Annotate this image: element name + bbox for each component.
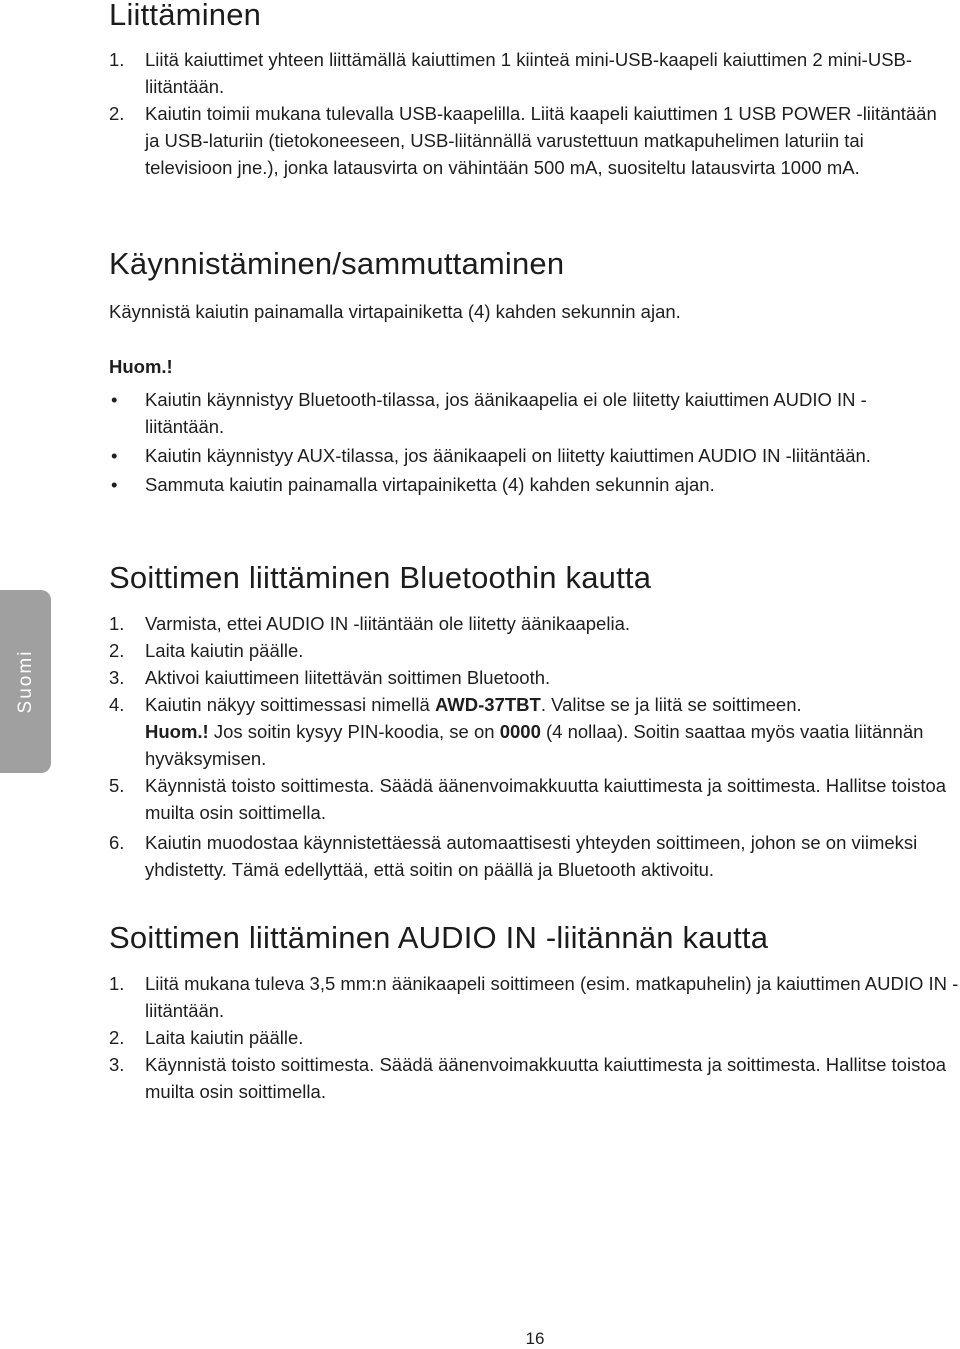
power-intro: Käynnistä kaiutin painamalla virtapainiketta (4) kahden sekunnin ajan. [109,301,681,322]
power-note-3 [109,471,909,498]
bluetooth-step-5 [109,772,959,826]
step-text: Kaiutin muodostaa käynnistettäessä automaattisesti yhteyden soittimeen, johon se on viimeksi yhdistetty. Tämä edellyttää, että soitin on päällä ja Bluetooth aktivoitu. [145,832,918,880]
step-number: 2. [109,1027,125,1048]
language-tab-label: Suomi [15,649,36,714]
bluetooth-step-2 [109,637,959,664]
step-number: 2. [109,103,125,124]
bullet-text: Sammuta kaiutin painamalla virtapainiketta (4) kahden sekunnin ajan. [145,474,715,495]
step-number: 1. [109,973,125,994]
step-number: 6. [109,832,125,853]
audio-in-step-1 [109,970,959,1024]
bluetooth-step-3 [109,664,959,691]
audio-in-steps [109,970,959,1105]
step-text: Laita kaiutin päälle. [145,1027,304,1048]
step-number: 4. [109,694,125,715]
bullet-text: Kaiutin käynnistyy AUX-tilassa, jos äänikaapeli on liitetty kaiuttimen AUDIO IN -liitäntään. [145,445,871,466]
step-text: Käynnistä toisto soittimesta. Säädä äänenvoimakkuutta kaiuttimesta ja soittimesta. Hallitse toistoa muilta osin soittimella. [145,1054,947,1102]
step-text: Laita kaiutin päälle. [145,640,304,661]
bullet-glyph: • [111,389,118,410]
section-power-title: Käynnistäminen/sammuttaminen [109,246,565,281]
step-text: Jos soitin kysyy PIN-koodia, se on [208,721,500,742]
step-number: 3. [109,1054,125,1075]
bullet-text: Kaiutin käynnistyy Bluetooth-tilassa, jos äänikaapelia ei ole liitetty kaiuttimen AUDIO IN -liitäntään. [145,389,867,437]
step-text: Liitä kaiuttimet yhteen liittämällä kaiuttimen 1 kiinteä mini-USB-kaapeli kaiuttimen 2 mini-USB-liitäntään. [145,49,913,97]
bullet-glyph: • [111,445,118,466]
step-text: . Valitse se ja liitä se soittimeen. [540,694,802,715]
section-bluetooth-title: Soittimen liittäminen Bluetoothin kautta [109,560,652,595]
bluetooth-step-6 [109,829,959,883]
step-text: Kaiutin toimii mukana tulevalla USB-kaapelilla. Liitä kaapeli kaiuttimen 1 USB POWER -liitäntään ja USB-laturiin (tietokoneeseen, USB-liitännällä varustettuun matkapuhelimen laturiin tai televisioon jne.), jonka latausvirta on vähintään 500 mA, suositeltu latausvirta 1000 mA. [145,103,937,178]
step-text: Käynnistä toisto soittimesta. Säädä äänenvoimakkuutta kaiuttimesta ja soittimesta. Hallitse toistoa muilta osin soittimella. [145,775,947,823]
pin-code: 0000 [499,721,541,742]
step-text: Varmista, ettei AUDIO IN -liitäntään ole liitetty äänikaapelia. [145,613,630,634]
page-number: 16 [525,1329,545,1348]
step-number: 3. [109,667,125,688]
step-number: 1. [109,613,125,634]
step-number: 1. [109,49,125,70]
connect-step-2 [109,100,954,181]
bluetooth-step-1 [109,610,959,637]
bullet-glyph: • [111,474,118,495]
step-text: (4 nollaa). Soitin saattaa myös vaatia liitännän hyväksymisen. [145,721,924,769]
connect-step-1 [109,46,954,100]
step-number: 5. [109,775,125,796]
bluetooth-steps [109,610,959,883]
section-connect-title: Liittäminen [109,0,262,32]
audio-in-step-2 [109,1024,959,1051]
connect-steps [109,46,954,181]
step-text: Aktivoi kaiuttimeen liitettävän soittimen Bluetooth. [145,667,551,688]
power-notes-list [109,386,909,498]
step-note-label: Huom.! [145,721,209,742]
bluetooth-step-4 [109,691,959,772]
step-text: Liitä mukana tuleva 3,5 mm:n äänikaapeli soittimeen (esim. matkapuhelin) ja kaiuttimen AUDIO IN -liitäntään. [145,973,959,1021]
section-audio-in-title: Soittimen liittäminen AUDIO IN -liitännän kautta [109,920,769,955]
audio-in-step-3 [109,1051,959,1105]
step-text: Kaiutin näkyy soittimessasi nimellä [145,694,435,715]
language-side-tab [0,590,51,773]
power-note-label: Huom.! [109,356,173,377]
speaker-model-name: AWD-37TBT [434,694,541,715]
step-number: 2. [109,640,125,661]
power-note-2 [109,442,909,469]
power-note-1 [109,386,909,440]
